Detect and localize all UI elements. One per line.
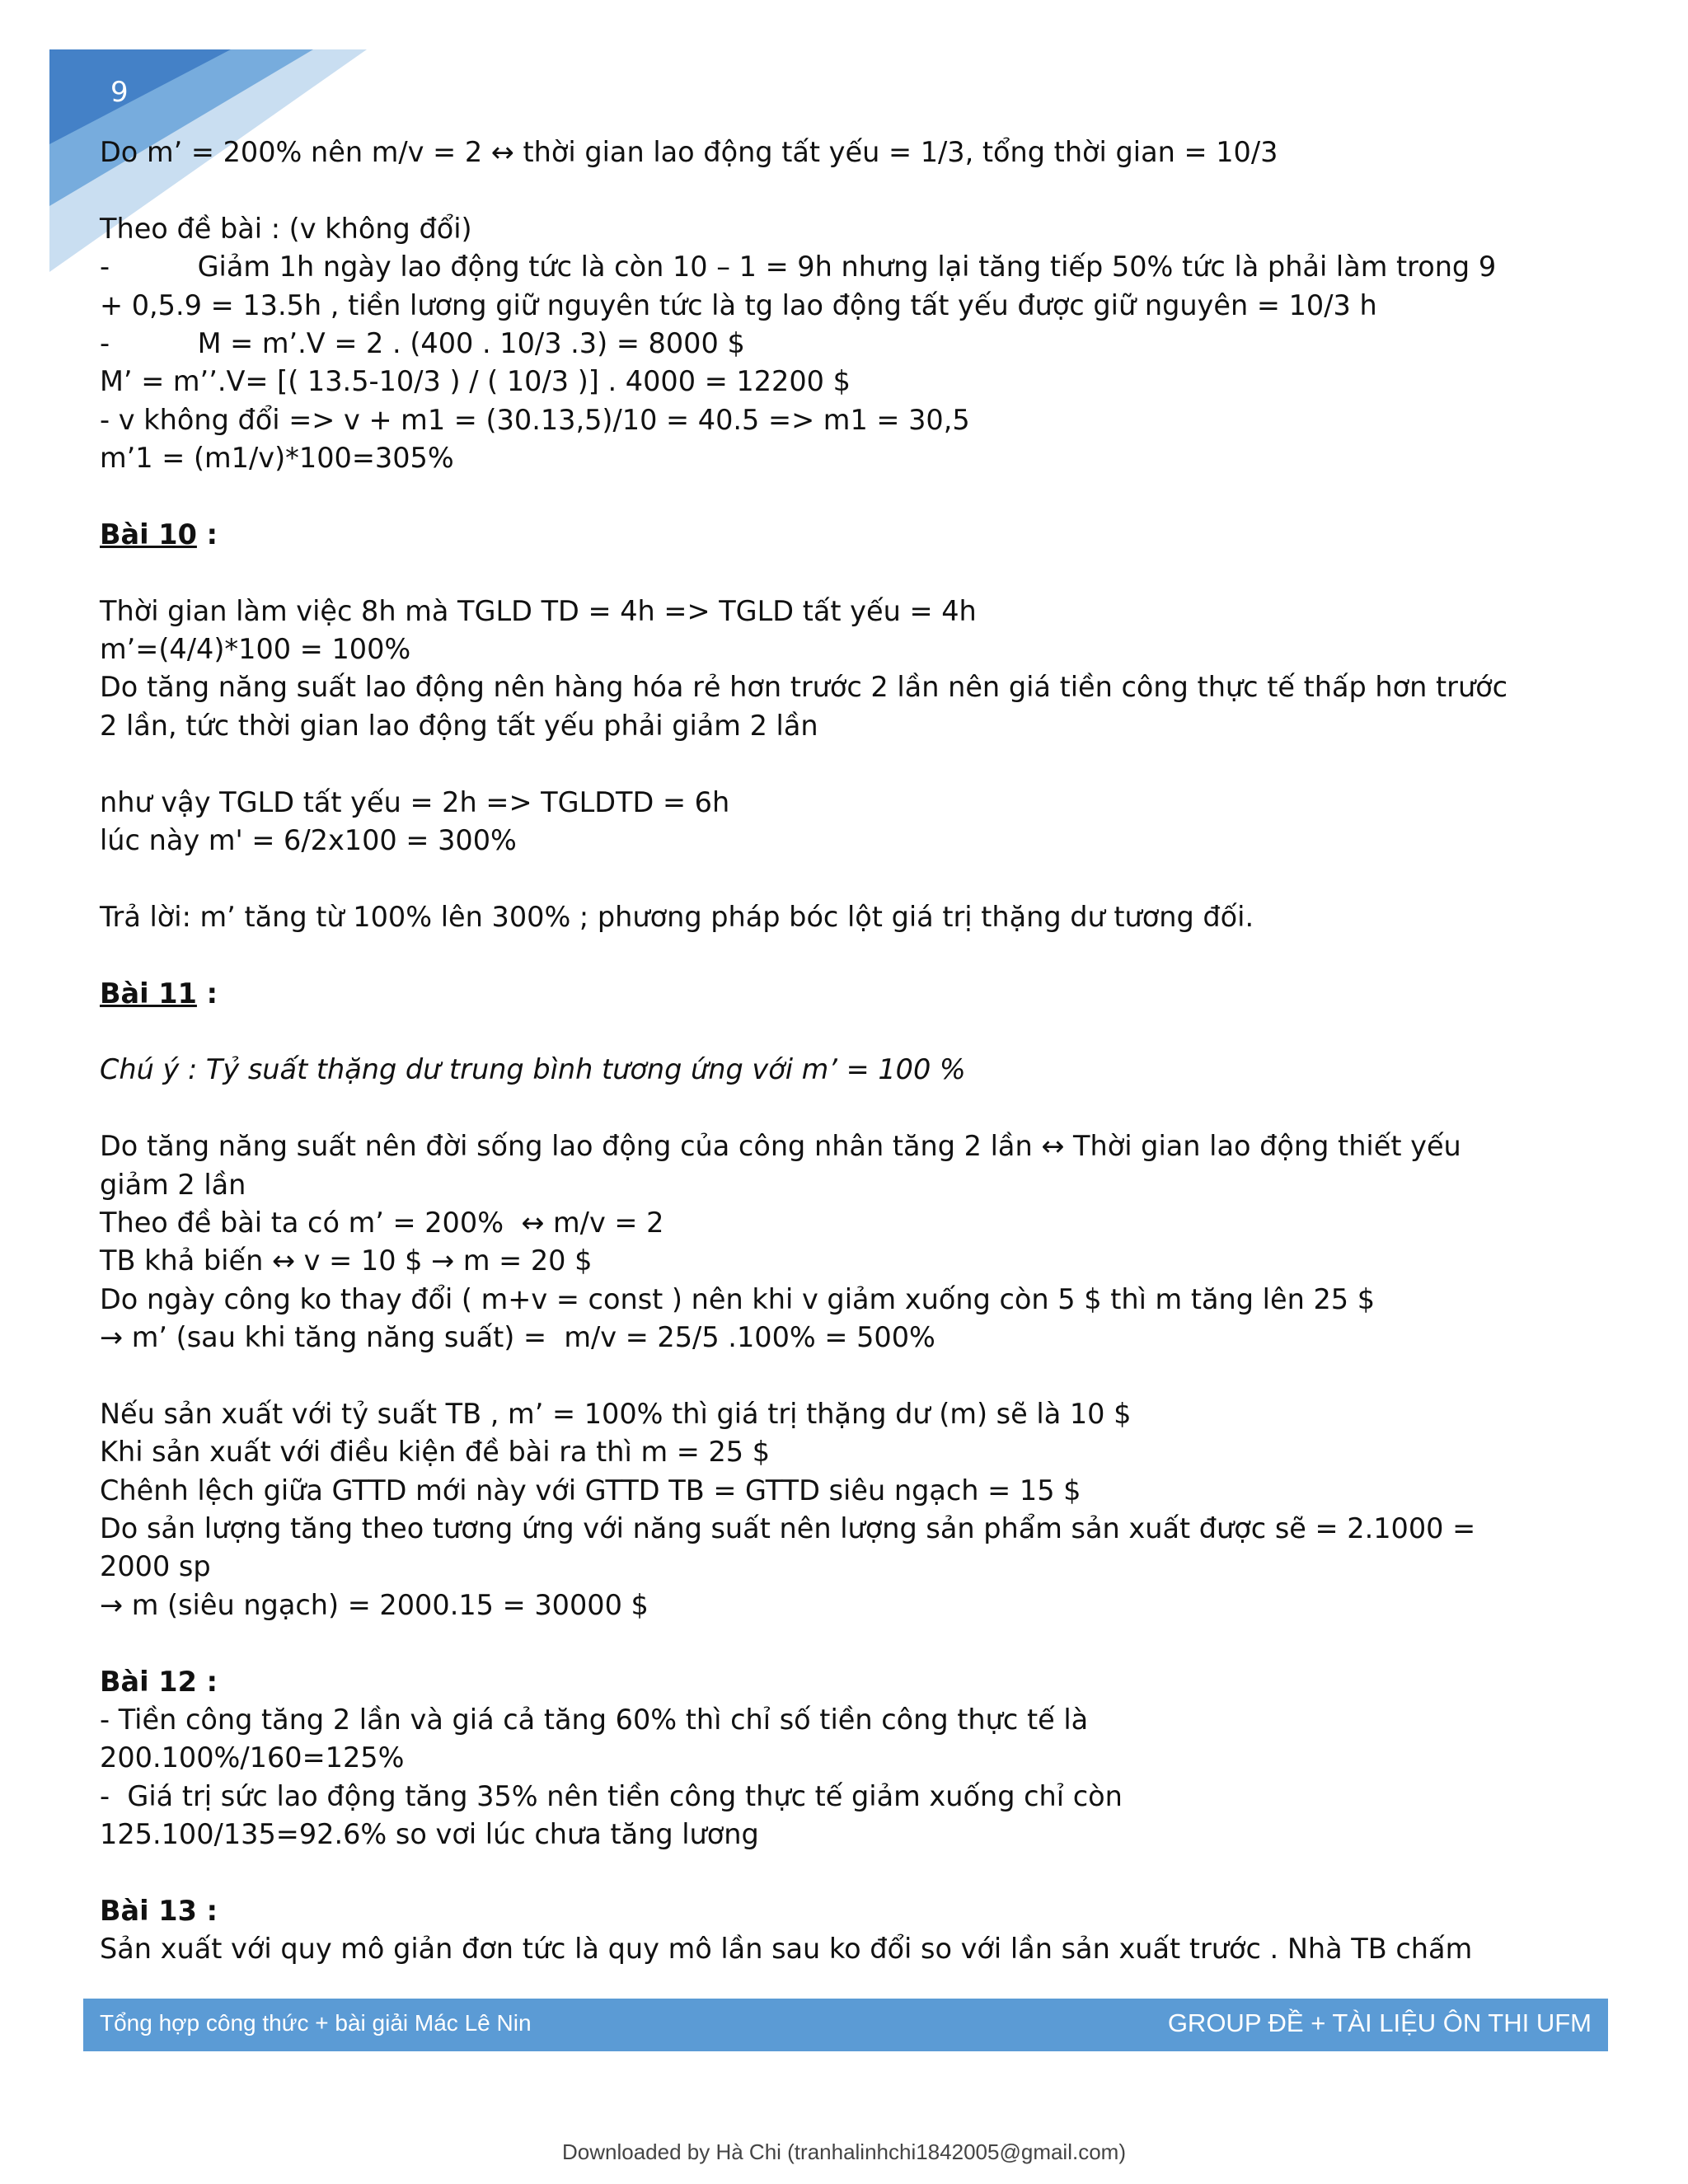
text-line: Do tăng năng suất lao động nên hàng hóa rẻ hơn trước 2 lần nên giá tiền công thực tế thấp hơn trước bbox=[100, 671, 1508, 704]
text-line: → m (siêu ngạch) = 2000.15 = 30000 $ bbox=[100, 1588, 649, 1621]
text-line: TB khả biến ↔ v = 10 $ → m = 20 $ bbox=[100, 1244, 593, 1277]
text-line: Theo đề bài ta có m’ = 200% ↔ m/v = 2 bbox=[100, 1206, 664, 1239]
text-line: m’1 = (m1/v)*100=305% bbox=[100, 442, 454, 475]
heading-bai-11 bbox=[100, 975, 1386, 1013]
text-line: Trả lời: m’ tăng từ 100% lên 300% ; phương pháp bóc lột giá trị thặng dư tương đối. bbox=[100, 900, 1254, 933]
text-line: Khi sản xuất với điều kiện đề bài ra thì m = 25 $ bbox=[100, 1436, 771, 1469]
heading-bai-11-suffix: : bbox=[196, 977, 218, 1010]
document-body bbox=[100, 134, 1508, 1969]
page-number: 9 bbox=[110, 76, 129, 109]
download-attribution: Downloaded by Hà Chi (tranhalinhchi1842005@gmail.com) bbox=[562, 2139, 1126, 2164]
text-line: - Giảm 1h ngày lao động tức là còn 10 – 1 = 9h nhưng lại tăng tiếp 50% tức là phải làm trong 9 bbox=[100, 251, 1497, 284]
heading-bai-12: Bài 12 : bbox=[100, 1665, 218, 1698]
text-line: → m’ (sau khi tăng năng suất) = m/v = 25/5 .100% = 500% bbox=[100, 1321, 935, 1354]
footer-group-label: GROUP ĐỀ + TÀI LIỆU ÔN THI UFM bbox=[1167, 2008, 1592, 2037]
heading-bai-10-label: Bài 10 bbox=[100, 518, 197, 551]
text-line: 200.100%/160=125% bbox=[100, 1741, 405, 1774]
text-line: - Giá trị sức lao động tăng 35% nên tiền công thực tế giảm xuống chỉ còn bbox=[100, 1779, 1123, 1812]
text-line: - M = m’.V = 2 . (400 . 10/3 .3) = 8000 $ bbox=[100, 326, 745, 359]
text-line: + 0,5.9 = 13.5h , tiền lương giữ nguyên tức là tg lao động tất yếu được giữ nguyên = 10/3 h bbox=[100, 288, 1377, 321]
text-line: Theo đề bài : (v không đổi) bbox=[100, 212, 472, 245]
text-line: Sản xuất với quy mô giản đơn tức là quy mô lần sau ko đổi so với lần sản xuất trước . Nhà TB chấm bbox=[100, 1933, 1473, 1966]
text-line: M’ = m’’.V= [( 13.5-10/3 ) / ( 10/3 )] . 4000 = 12200 $ bbox=[100, 365, 851, 398]
text-line: - Tiền công tăng 2 lần và giá cả tăng 60% thì chỉ số tiền công thực tế là bbox=[100, 1704, 1089, 1736]
text-line: Do m’ = 200% nên m/v = 2 ↔ thời gian lao động tất yếu = 1/3, tổng thời gian = 10/3 bbox=[100, 136, 1278, 168]
text-line: - v không đổi => v + m1 = (30.13,5)/10 = 40.5 => m1 = 30,5 bbox=[100, 403, 970, 436]
text-line: 125.100/135=92.6% so vơi lúc chưa tăng lương bbox=[100, 1818, 759, 1851]
text-line: 2 lần, tức thời gian lao động tất yếu phải giảm 2 lần bbox=[100, 709, 818, 742]
text-line: Nếu sản xuất với tỷ suất TB , m’ = 100% thì giá trị thặng dư (m) sẽ là 10 $ bbox=[100, 1397, 1132, 1430]
text-line: Chênh lệch giữa GTTD mới này với GTTD TB = GTTD siêu ngạch = 15 $ bbox=[100, 1474, 1081, 1507]
text-line: m’=(4/4)*100 = 100% bbox=[100, 633, 411, 666]
text-line: 2000 sp bbox=[100, 1550, 211, 1583]
text-line: như vậy TGLD tất yếu = 2h => TGLDTD = 6h bbox=[100, 785, 730, 818]
text-line: Do sản lượng tăng theo tương ứng với năng suất nên lượng sản phẩm sản xuất được sẽ = 2.1000 = bbox=[100, 1512, 1476, 1545]
note-line: Chú ý : Tỷ suất thặng dư trung bình tương ứng với m’ = 100 % bbox=[100, 1053, 966, 1086]
page-footer bbox=[83, 1999, 1608, 2051]
heading-bai-10-suffix: : bbox=[196, 518, 218, 551]
footer-title: Tổng hợp công thức + bài giải Mác Lê Nin bbox=[100, 2010, 532, 2036]
text-line: giảm 2 lần bbox=[100, 1168, 246, 1201]
text-line: Thời gian làm việc 8h mà TGLD TD = 4h => TGLD tất yếu = 4h bbox=[100, 594, 977, 627]
text-line: Do tăng năng suất nên đời sống lao động của công nhân tăng 2 lần ↔ Thời gian lao động thiết yếu bbox=[100, 1130, 1461, 1163]
heading-bai-10 bbox=[100, 516, 1386, 554]
text-line: Do ngày công ko thay đổi ( m+v = const ) nên khi v giảm xuống còn 5 $ thì m tăng lên 25 $ bbox=[100, 1282, 1376, 1315]
heading-bai-13: Bài 13 : bbox=[100, 1894, 218, 1927]
text-line: lúc này m' = 6/2x100 = 300% bbox=[100, 824, 517, 857]
heading-bai-11-label: Bài 11 bbox=[100, 977, 197, 1010]
